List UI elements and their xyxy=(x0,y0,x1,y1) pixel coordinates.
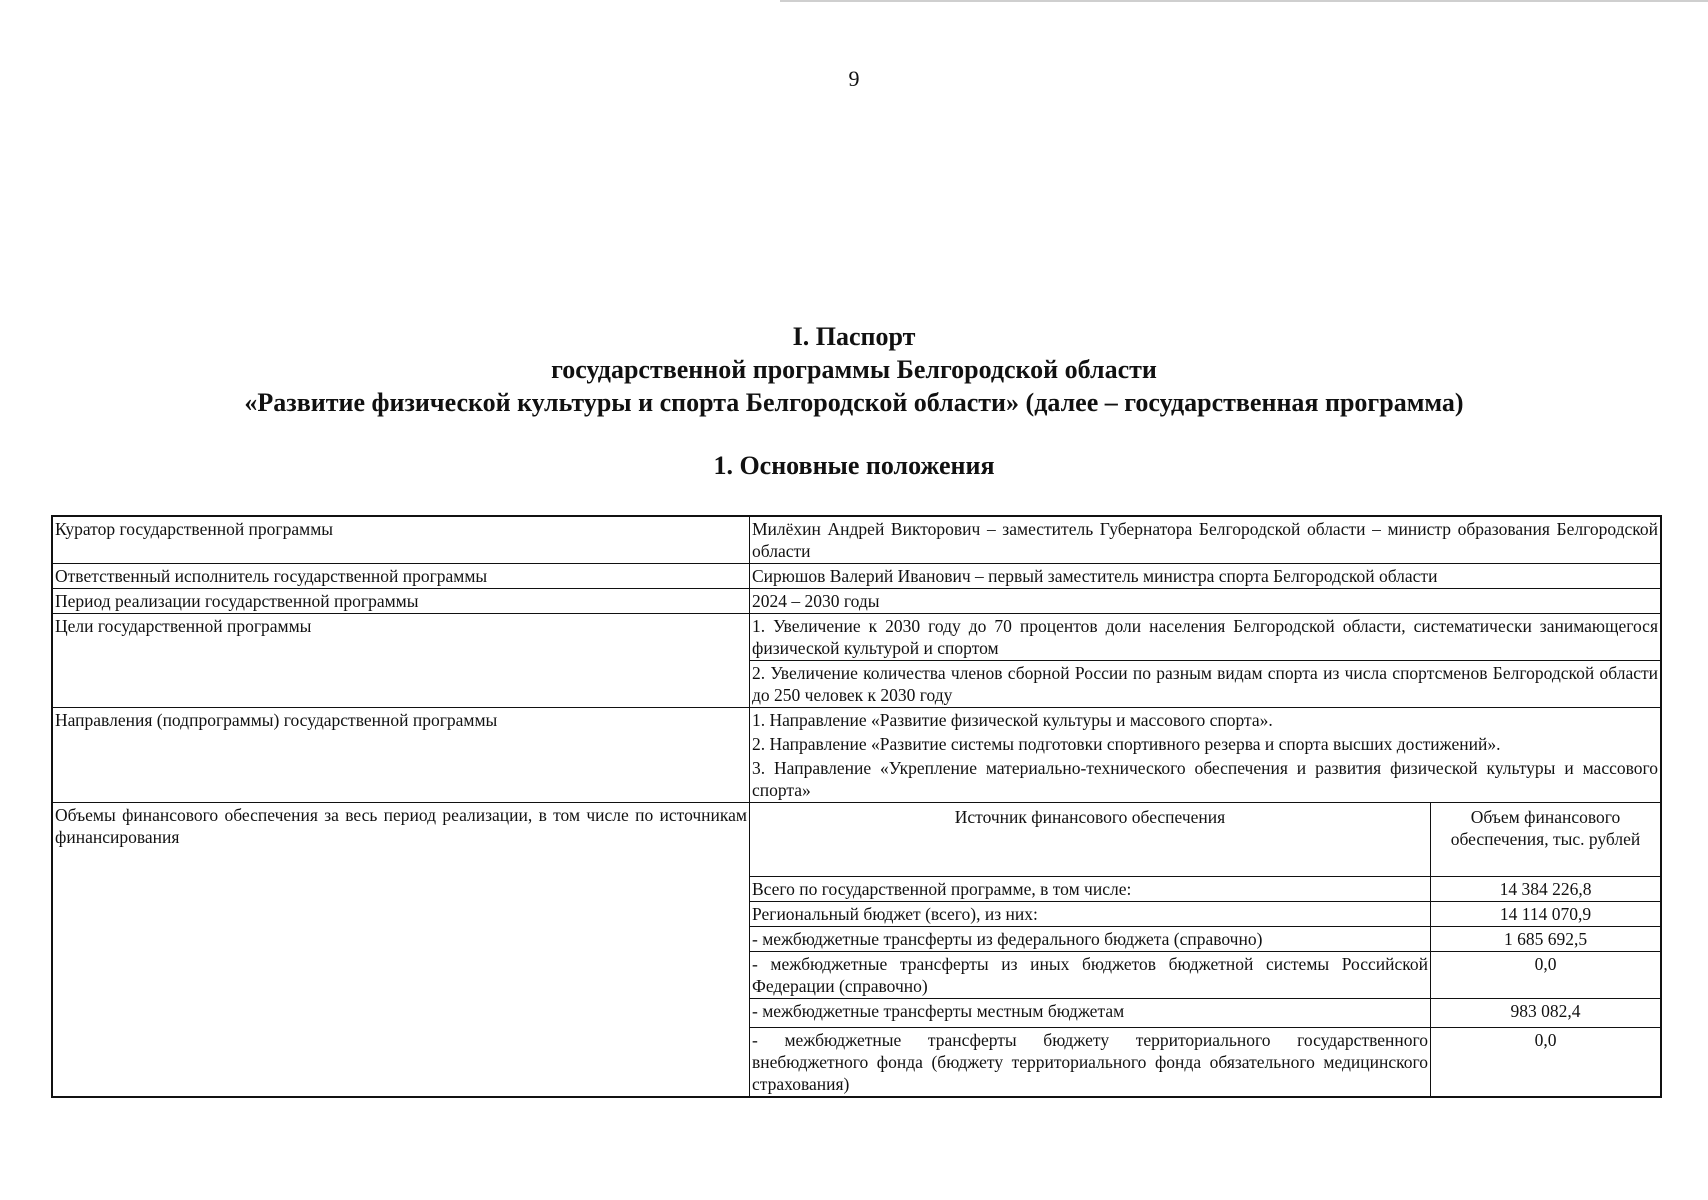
financing-amount: 983 082,4 xyxy=(1510,1001,1581,1021)
curator-cell xyxy=(750,517,1660,563)
goal-item: 2. Увеличение количества членов сборной России по разным видам спорта из числа спортсменов Белгородской области до 250 человек к 2030 году xyxy=(750,660,1660,707)
page-number: 9 xyxy=(848,66,860,91)
financing-amount: 14 114 070,9 xyxy=(1499,904,1592,924)
financing-amount: 1 685 692,5 xyxy=(1503,929,1588,949)
period-label: Период реализации государственной программы xyxy=(53,589,750,613)
executor-value: Сирюшов Валерий Иванович – первый заместитель министра спорта Белгородской области xyxy=(752,566,1438,586)
financing-row xyxy=(750,926,1660,951)
financing-row xyxy=(750,998,1660,1027)
top-edge-line xyxy=(780,0,1708,2)
goal-item: 1. Увеличение к 2030 году до 70 процентов доли населения Белгородской области, систематически занимающегося физической культурой и спортом xyxy=(752,616,1658,658)
table-row-curator xyxy=(53,517,1660,563)
section-heading: 1. Основные положения xyxy=(713,451,995,480)
goals-label: Цели государственной программы xyxy=(53,614,750,707)
direction-item: 3. Направление «Укрепление материально-технического обеспечения и развития физической культуры и массового спорта» xyxy=(752,758,1658,800)
financing-row xyxy=(750,951,1660,998)
financing-amount: 0,0 xyxy=(1534,954,1557,974)
curator-label: Куратор государственной программы xyxy=(53,517,750,563)
table-row-goals xyxy=(53,613,1660,707)
financing-source: - межбюджетные трансферты из федерального бюджета (справочно) xyxy=(750,927,1431,951)
executor-cell xyxy=(750,564,1660,588)
title-line-2: государственной программы Белгородской области xyxy=(551,355,1157,384)
financing-source: Всего по государственной программе, в том числе: xyxy=(750,877,1431,901)
financing-source: - межбюджетные трансферты бюджету территориального государственного внебюджетного фонда (бюджету территориального фонда обязательного медицинского страхования) xyxy=(750,1028,1431,1096)
financing-amount: 14 384 226,8 xyxy=(1499,879,1592,899)
financing-amount: 0,0 xyxy=(1534,1030,1557,1050)
financing-header-row xyxy=(750,803,1660,876)
financing-source-header: Источник финансового обеспечения xyxy=(750,803,1431,876)
financing-source: Региональный бюджет (всего), из них: xyxy=(750,902,1431,926)
table-row-financing xyxy=(53,802,1660,1096)
table-row-directions xyxy=(53,707,1660,802)
table-row-period xyxy=(53,588,1660,613)
title-line-3: «Развитие физической культуры и спорта Белгородской области» (далее – государственная программа) xyxy=(244,388,1464,417)
passport-table xyxy=(51,515,1662,1098)
executor-label: Ответственный исполнитель государственной программы xyxy=(53,564,750,588)
financing-row xyxy=(750,876,1660,901)
title-line-1: I. Паспорт xyxy=(792,322,916,351)
financing-source: - межбюджетные трансферты местным бюджетам xyxy=(750,999,1431,1027)
financing-source: - межбюджетные трансферты из иных бюджетов бюджетной системы Российской Федерации (справочно) xyxy=(750,952,1431,998)
directions-label: Направления (подпрограммы) государственной программы xyxy=(53,708,750,802)
goals-cell xyxy=(750,614,1660,707)
period-value: 2024 – 2030 годы xyxy=(752,591,880,611)
direction-item: 2. Направление «Развитие системы подготовки спортивного резерва и спорта высших достижений». xyxy=(752,734,1501,754)
period-cell xyxy=(750,589,1660,613)
financing-row xyxy=(750,901,1660,926)
table-row-executor xyxy=(53,563,1660,588)
financing-table xyxy=(750,803,1660,1096)
financing-row xyxy=(750,1027,1660,1096)
directions-cell xyxy=(750,708,1660,802)
document-title xyxy=(0,320,1708,419)
curator-value: Милёхин Андрей Викторович – заместитель Губернатора Белгородской области – министр образования Белгородской области xyxy=(752,519,1658,561)
financing-label: Объемы финансового обеспечения за весь период реализации, в том числе по источникам финансирования xyxy=(53,803,750,1096)
direction-item: 1. Направление «Развитие физической культуры и массового спорта». xyxy=(752,710,1273,730)
financing-amount-header: Объем финансового обеспечения, тыс. рублей xyxy=(1450,807,1641,849)
